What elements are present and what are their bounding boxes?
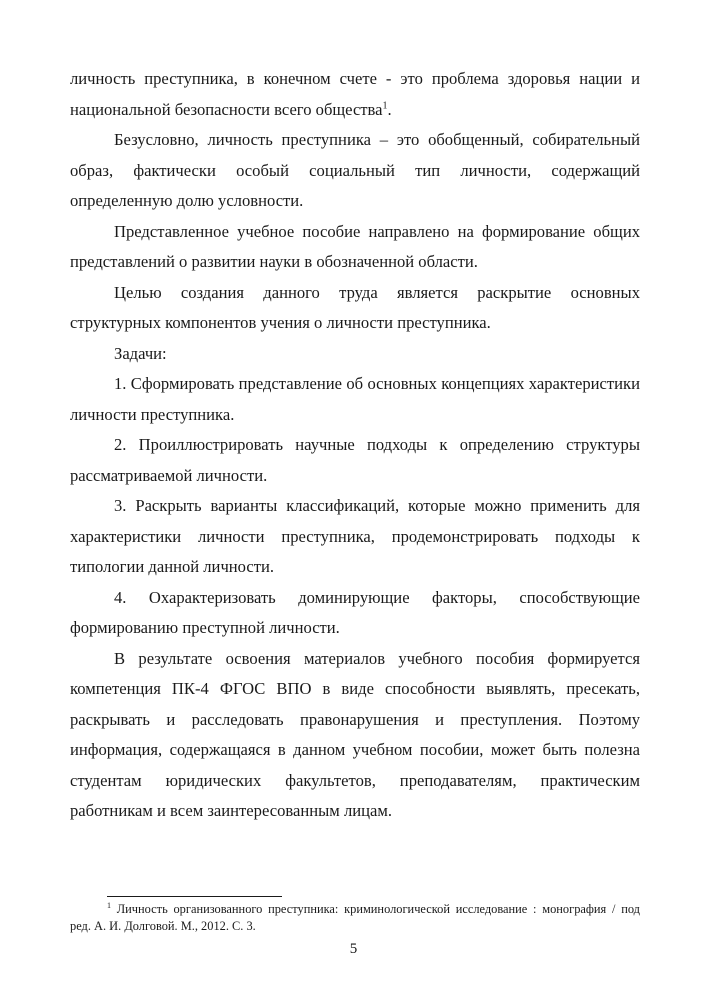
paragraph-end: . — [387, 99, 392, 119]
paragraph — [70, 64, 640, 125]
tasks-heading: Задачи: — [114, 343, 167, 363]
footnote-separator — [107, 896, 282, 897]
footnote — [70, 901, 640, 935]
footnote-text: Личность организованного преступника: криминологической исследование : монография / под ред. А. И. Долговой. М., 2012. С. 3. — [70, 902, 640, 933]
page-number: 5 — [349, 941, 358, 957]
footnote-marker: 1 — [107, 900, 111, 910]
body-text — [70, 64, 640, 827]
task-item: 2. Проиллюстрировать научные подходы к определению структуры рассматриваемой личности. — [70, 435, 640, 485]
paragraph-text: личность преступника, в конечном счете - это проблема здоровья нации и национальной безопасности всего общества — [70, 69, 640, 119]
paragraph: В результате освоения материалов учебного пособия формируется компетенция ПК-4 ФГОС ВПО в виде способности выявлять, пресекать, раскрывать и расследовать правонарушения и преступления. Поэтому информация, содержащаяся в данном учебном пособии, может быть полезна студентам юридических факультетов, преподавателям, практическим работникам и всем заинтересованным лицам. — [70, 648, 640, 820]
task-item: 4. Охарактеризовать доминирующие факторы, способствующие формированию преступной личности. — [70, 587, 640, 637]
task-item: 3. Раскрыть варианты классификаций, которые можно применить для характеристики личности преступника, продемонстрировать подходы к типологии данной личности. — [70, 496, 640, 576]
task-item: 1. Сформировать представление об основных концепциях характеристики личности преступника. — [70, 374, 640, 424]
footnote-reference: 1 — [382, 99, 388, 111]
paragraph: Представленное учебное пособие направлено на формирование общих представлений о развитии науки в обозначенной области. — [70, 221, 640, 271]
paragraph: Безусловно, личность преступника – это обобщенный, собирательный образ, фактически особый социальный тип личности, содержащий определенную долю условности. — [70, 130, 640, 210]
paragraph: Целью создания данного труда является раскрытие основных структурных компонентов учения о личности преступника. — [70, 282, 640, 332]
